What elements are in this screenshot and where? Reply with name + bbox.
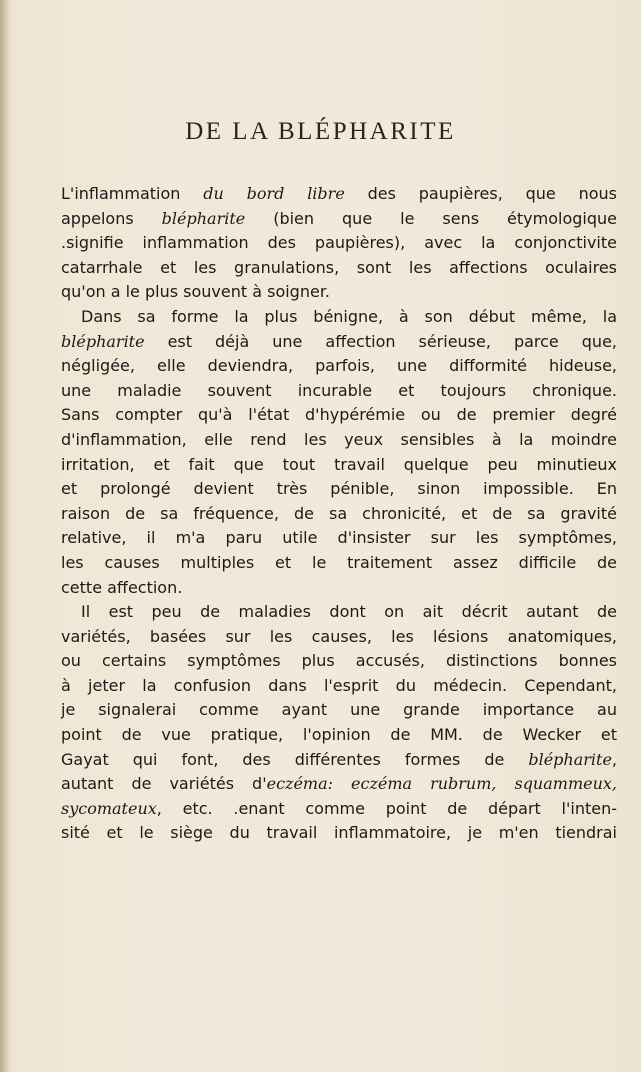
text-run: d'inflammation, elle rend les yeux sensibles à la moindre <box>61 429 617 449</box>
text-line <box>61 182 617 207</box>
text-run: et prolongé devient très pénible, sinon impossible. En <box>61 479 617 499</box>
text-run: ou certains symptômes plus accusés, distinctions bonnes <box>61 651 617 671</box>
text-line <box>61 477 617 502</box>
body-text <box>61 182 617 846</box>
text-line <box>61 305 617 330</box>
text-line <box>61 502 617 527</box>
text-line <box>61 428 617 453</box>
text-run: .signifie inflammation des paupières), avec la conjonctivite <box>61 233 617 253</box>
text-run: relative, il m'a paru utile d'insister sur les symptômes, <box>61 528 617 548</box>
text-run: (bien que le sens étymologique <box>245 208 617 228</box>
text-line <box>61 551 617 576</box>
text-run: , etc. . <box>156 798 239 818</box>
text-run: à jeter la confusion dans l'esprit du médecin. Cependant, <box>61 675 617 695</box>
text-line <box>61 379 617 404</box>
text-line <box>61 674 617 699</box>
text-line <box>61 649 617 674</box>
text-run: Sans compter qu'à l'état d'hypérémie ou de premier degré <box>61 405 617 425</box>
text-line <box>61 797 617 822</box>
text-line <box>61 403 617 428</box>
text-run: Gayat qui font, des différentes formes de <box>61 749 529 769</box>
text-run: je signalerai comme ayant une grande importance au <box>61 700 617 720</box>
italic-text: sycomateux <box>61 798 157 818</box>
text-line <box>61 772 617 797</box>
text-run: les causes multiples et le traitement assez difficile de <box>61 552 617 572</box>
text-run: point de vue pratique, l'opinion de MM. de Wecker et <box>61 725 617 745</box>
text-run: Il est peu de maladies dont on ait décrit autant de <box>81 602 617 622</box>
italic-text: blépharite <box>61 331 145 351</box>
text-run: des paupières, que nous <box>344 184 618 203</box>
text-line <box>61 821 617 846</box>
text-run: sité et le siège du travail inflammatoire, je m'en tiendrai <box>61 823 617 843</box>
text-run: une maladie souvent incurable et toujours chronique. <box>61 380 617 400</box>
chapter-heading: DE LA BLÉPHARITE <box>185 118 456 145</box>
text-line <box>61 280 617 305</box>
text-line <box>61 354 617 379</box>
text-run: négligée, elle deviendra, parfois, une difformité hideuse, <box>61 356 617 376</box>
text-run: qu'on a le plus souvent à soigner. <box>61 282 331 302</box>
text-run: catarrhale et les granulations, sont les affections oculaires <box>61 257 617 277</box>
text-line <box>61 748 617 773</box>
text-line <box>61 453 617 478</box>
text-run: raison de sa fréquence, de sa chronicité, et de sa gravité <box>61 503 617 523</box>
text-line <box>61 600 617 625</box>
text-run: irritation, et fait que tout travail quelque peu minutieux <box>61 454 617 474</box>
text-line <box>61 625 617 650</box>
italic-text: blépharite <box>161 208 246 228</box>
text-line <box>61 231 617 256</box>
italic-text: du bord libre <box>203 184 345 203</box>
text-run: enant comme point de départ l'inten- <box>238 798 618 818</box>
text-run: cette affection. <box>61 577 183 597</box>
text-line <box>61 698 617 723</box>
binding-gutter-shadow <box>0 0 10 1072</box>
text-run: autant de variétés d' <box>61 774 267 794</box>
italic-text: eczéma: eczéma rubrum, squammeux, <box>266 774 618 794</box>
text-line <box>61 576 617 601</box>
text-run: Dans sa forme la plus bénigne, à son début même, la <box>81 306 617 326</box>
text-line <box>61 526 617 551</box>
italic-text: blépharite <box>528 749 612 769</box>
text-line <box>61 723 617 748</box>
text-run: appelons <box>61 208 162 228</box>
text-line <box>61 330 617 355</box>
text-run: , <box>611 749 617 769</box>
text-line <box>61 256 617 281</box>
text-run: variétés, basées sur les causes, les lésions anatomiques, <box>61 626 617 646</box>
text-run: est déjà une affection sérieuse, parce que, <box>144 331 617 351</box>
text-run: L'inflammation <box>61 184 204 203</box>
text-line <box>61 207 617 232</box>
